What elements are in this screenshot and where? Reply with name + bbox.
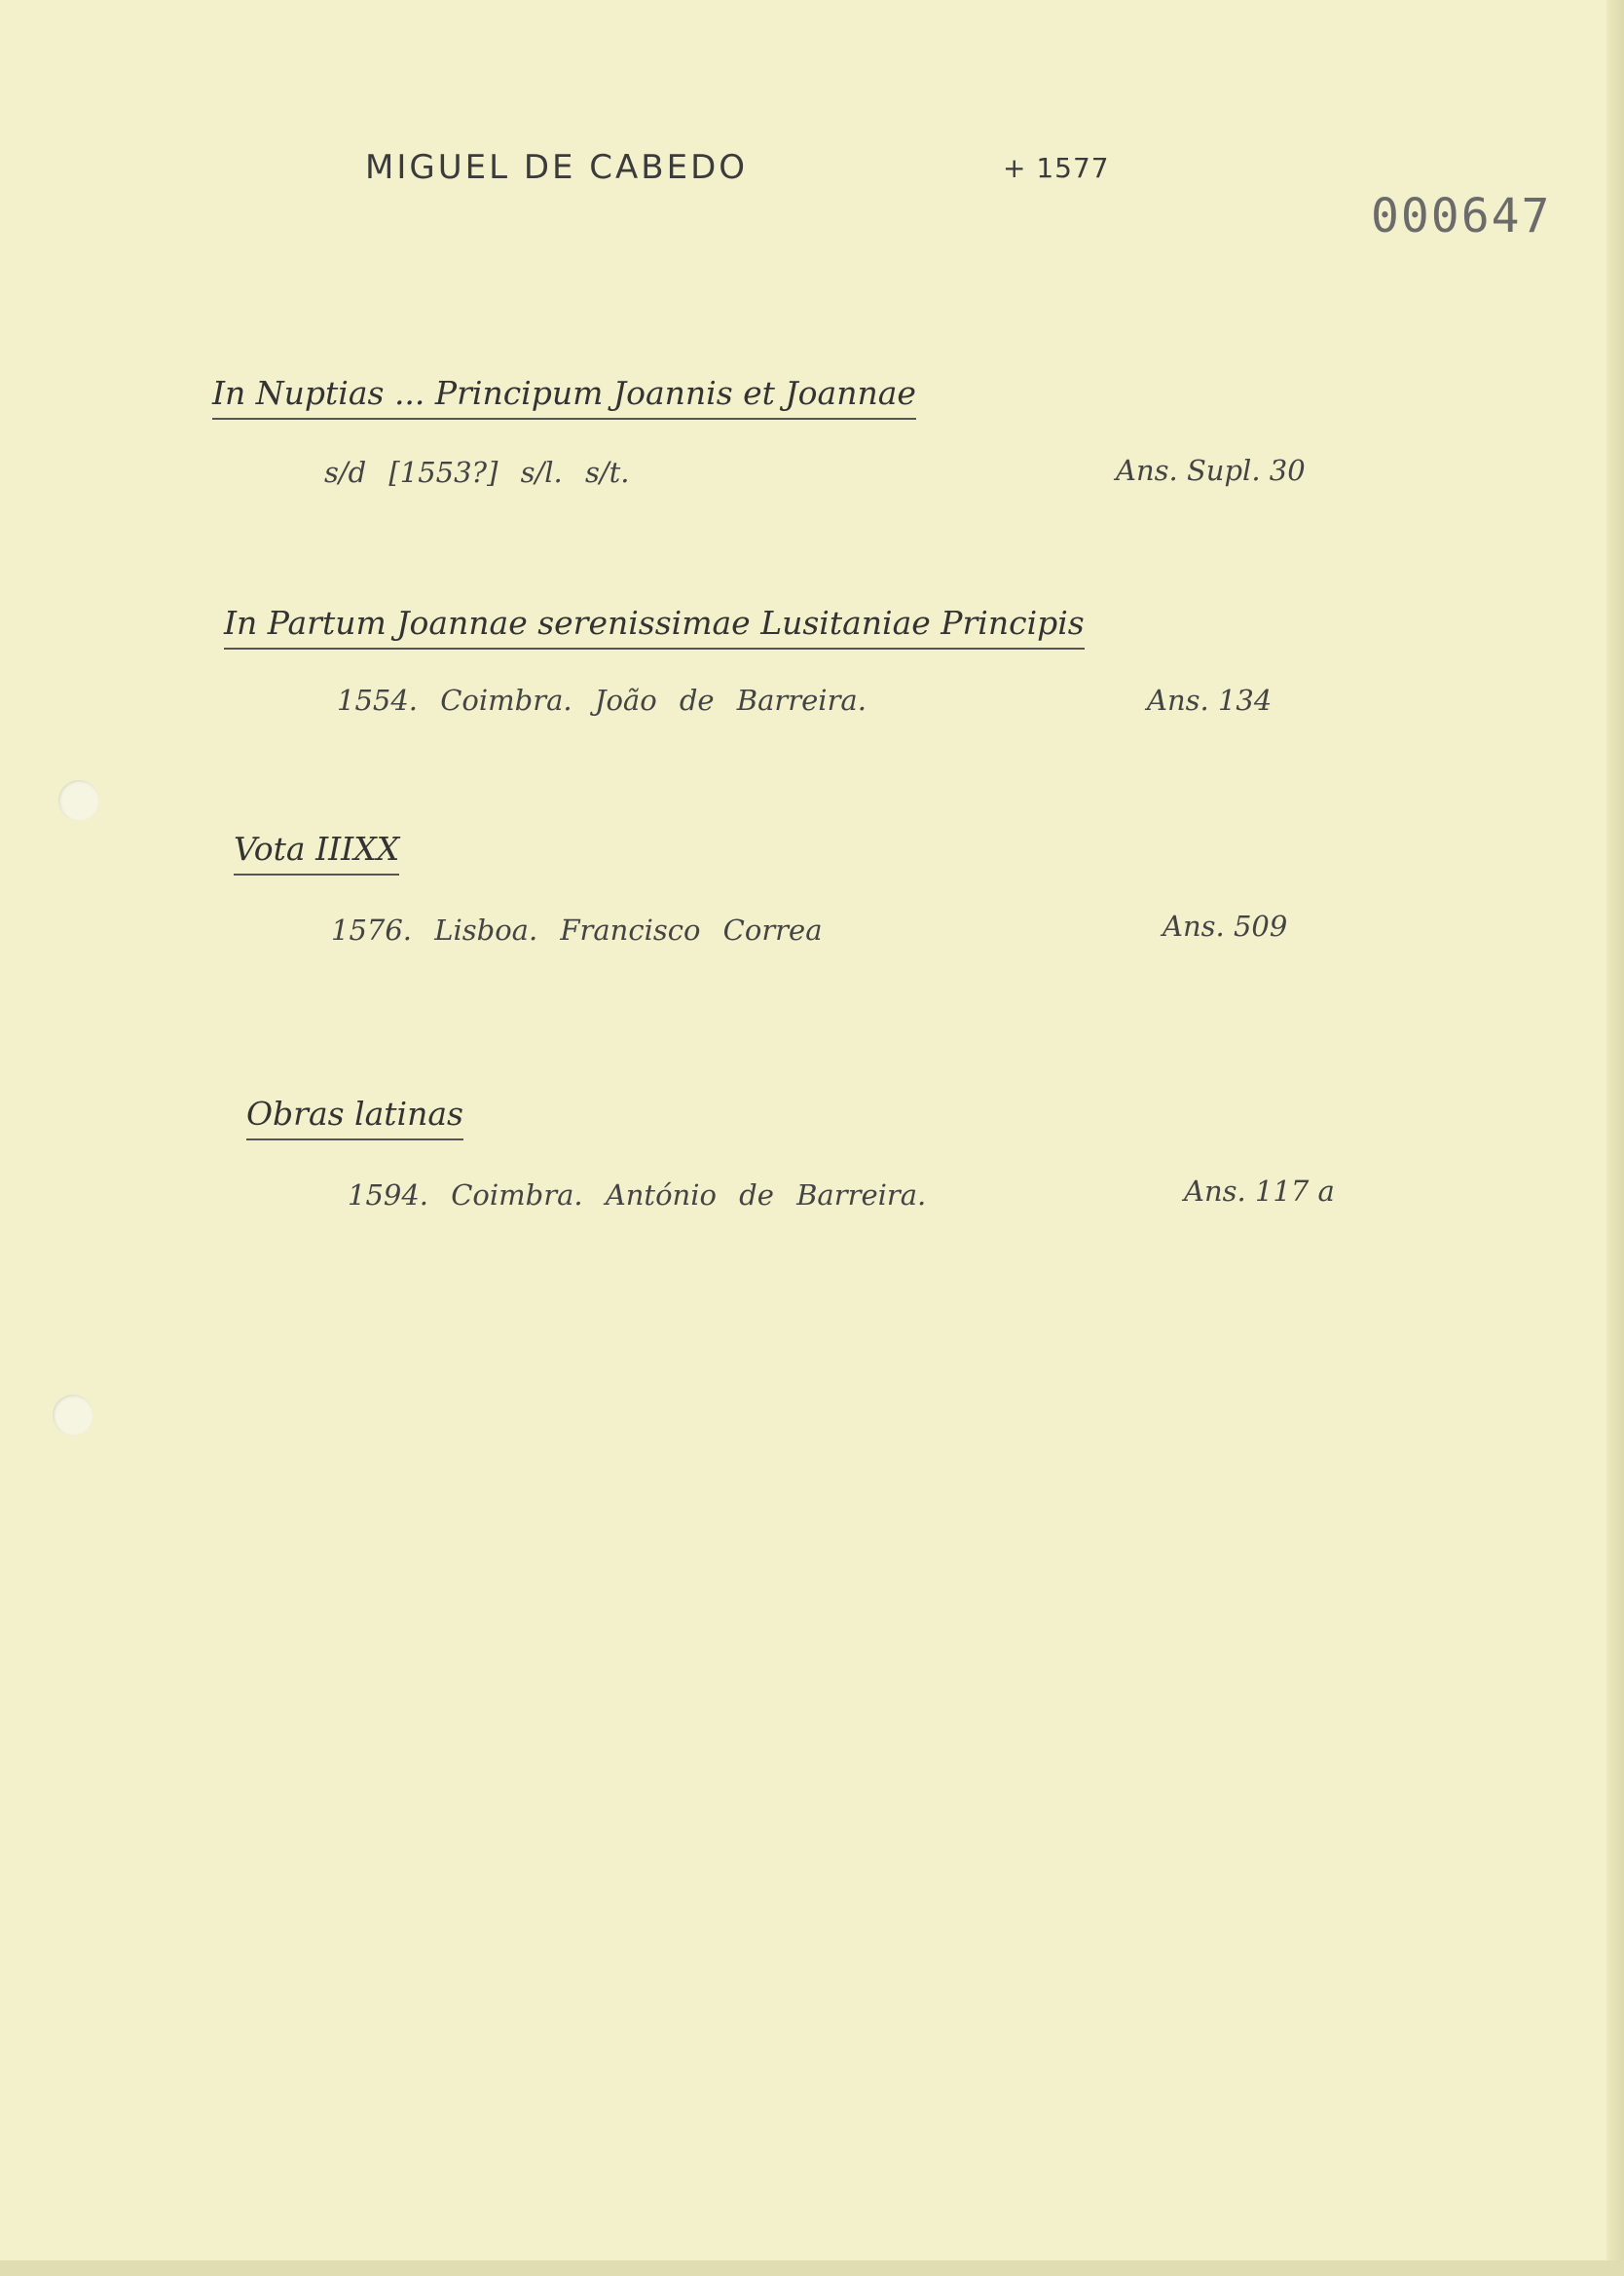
punch-hole-bottom	[53, 1395, 93, 1436]
entry-3-reference: Ans. 509	[1163, 910, 1288, 943]
entry-3-imprint: 1576. Lisboa. Francisco Correa	[331, 914, 823, 947]
entry-4-title: Obras latinas	[246, 1095, 463, 1140]
entry-1-title: In Nuptias ... Principum Joannis et Joannae	[212, 374, 916, 420]
entry-2-reference: Ans. 134	[1147, 684, 1273, 717]
entry-4-reference: Ans. 117 a	[1184, 1175, 1335, 1208]
author-death-date: + 1577	[1003, 152, 1110, 184]
entry-2-title: In Partum Joannae serenissimae Lusitaniae Principis	[224, 604, 1085, 650]
entry-2-imprint: 1554. Coimbra. João de Barreira.	[337, 684, 867, 717]
author-name: MIGUEL DE CABEDO	[365, 148, 749, 187]
paper-edge-bottom	[0, 2260, 1624, 2276]
entry-1-reference: Ans. Supl. 30	[1116, 454, 1306, 487]
paper-edge-right	[1606, 0, 1624, 2276]
document-number-stamp: 000647	[1371, 189, 1552, 243]
entry-3-title: Vota IIIXX	[234, 830, 399, 876]
entry-4-imprint: 1594. Coimbra. António de Barreira.	[348, 1178, 927, 1212]
entry-1-imprint: s/d [1553?] s/l. s/t.	[324, 456, 630, 489]
punch-hole-top	[58, 780, 99, 821]
